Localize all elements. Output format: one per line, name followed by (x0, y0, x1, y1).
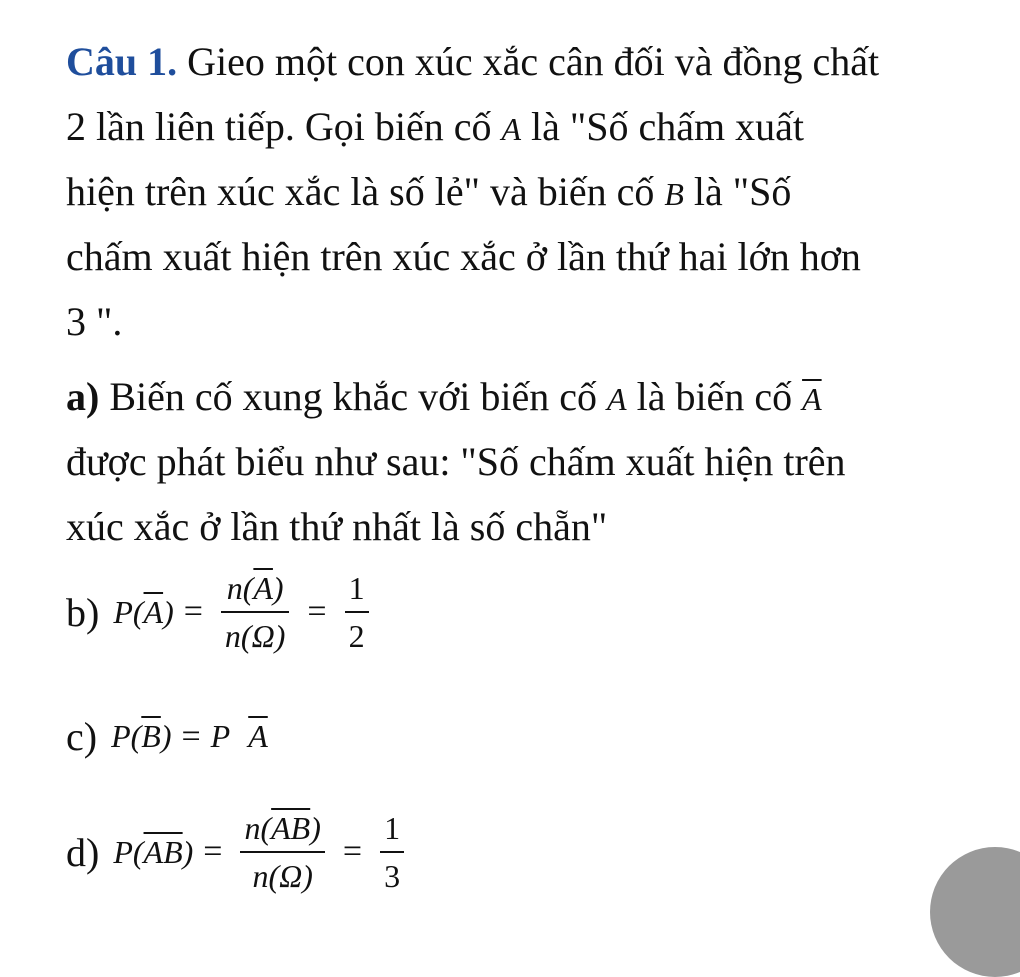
part-b-result-fraction (345, 568, 369, 656)
part-c-rhs-var: $\overline{A}$ (248, 718, 268, 754)
question-text-1: Gieo một con xúc xắc cân đối và đồng chất (177, 39, 880, 84)
part-d-num-var: $\overline{AB}$ (271, 810, 311, 846)
part-d-label: d) (66, 829, 100, 875)
part-d-lhs-var: $\overline{AB}$ (143, 833, 183, 870)
part-b-denominator: n(Ω) (224, 618, 286, 654)
question-text-5: 3 ". (66, 299, 123, 344)
part-d-lhs-p: P( (113, 833, 144, 870)
part-a-variable-a: A (607, 381, 627, 417)
part-d-numerator (240, 808, 324, 848)
part-b-fraction (221, 568, 289, 656)
part-d-result-fraction (380, 808, 404, 896)
part-d-fraction-bar (240, 851, 324, 853)
part-a-line-2 (66, 438, 846, 486)
question-line-5 (66, 298, 122, 346)
part-d-formula (66, 808, 412, 896)
question-text-2b: là "Số chấm xuất (521, 104, 804, 149)
part-b-numerator (223, 568, 288, 608)
part-d-equals-2: = (342, 833, 363, 870)
part-b-result-num: 1 (348, 570, 365, 606)
part-d-denominator: n(Ω) (252, 858, 313, 894)
part-d-equals-1: = (203, 833, 223, 870)
part-b-equals-1: = (183, 593, 203, 630)
part-b-num-var: $\overline{A}$ (253, 570, 273, 606)
part-d-fraction (240, 808, 324, 896)
corner-decoration (930, 847, 1020, 977)
part-a-line-3 (66, 503, 607, 551)
question-line-3 (66, 168, 791, 218)
part-d-num-n: n( (244, 810, 272, 846)
question-text-2a: 2 lần liên tiếp. Gọi biến cố (66, 104, 502, 149)
part-c-equals: = (181, 717, 201, 755)
part-a-line-1 (66, 373, 822, 423)
part-c-label: c) (66, 714, 98, 759)
part-b-formula (66, 568, 377, 656)
part-d-result-num: 1 (384, 810, 401, 846)
variable-a: A (501, 111, 521, 147)
part-d-num-close: ) (310, 810, 321, 846)
part-a-text-3: xúc xắc ở lần thứ nhất là số chẵn" (66, 504, 608, 549)
question-text-4: chấm xuất hiện trên xúc xắc ở lần thứ hai lớn hơn (66, 234, 861, 279)
part-b-lhs-var: $\overline{A}$ (143, 593, 164, 630)
part-c-rhs-p: P (210, 718, 231, 754)
part-a-text-1b: là biến cố (626, 374, 803, 419)
part-c-lhs-p: P( (111, 718, 142, 754)
part-c-lhs-close: ) (160, 718, 172, 754)
part-b-num-n: n( (226, 570, 254, 606)
question-line-4 (66, 233, 861, 281)
part-b-result-den: 2 (348, 618, 365, 654)
part-d-result-bar (380, 851, 404, 853)
part-b-num-close: ) (272, 570, 284, 606)
part-d-lhs-close: ) (182, 833, 194, 870)
part-a-label: a) (66, 374, 100, 419)
part-b-lhs-close: ) (163, 593, 174, 630)
question-label: Câu 1. (66, 39, 178, 84)
part-a-text-1a: Biến cố xung khắc với biến cố (99, 374, 608, 419)
part-a-complement-a: $\overline{A}$ (802, 381, 822, 417)
part-b-lhs-p: P( (113, 593, 144, 630)
question-text-3b: là "Số (683, 169, 792, 214)
part-b-label: b) (66, 589, 100, 635)
question-line-2 (66, 103, 804, 153)
part-c-lhs-var: $\overline{B}$ (141, 718, 161, 754)
part-b-equals-2: = (307, 593, 327, 630)
part-d-result-den: 3 (384, 858, 401, 894)
question-text-3a: hiện trên xúc xắc là số lẻ" và biến cố (66, 169, 665, 214)
question-line-1 (66, 38, 879, 86)
part-a-text-2: được phát biểu như sau: "Số chấm xuất hiện trên (66, 439, 846, 484)
part-b-fraction-bar (221, 611, 289, 613)
part-c-formula (66, 713, 268, 760)
variable-b: B (664, 176, 684, 212)
part-b-result-bar (345, 611, 369, 613)
